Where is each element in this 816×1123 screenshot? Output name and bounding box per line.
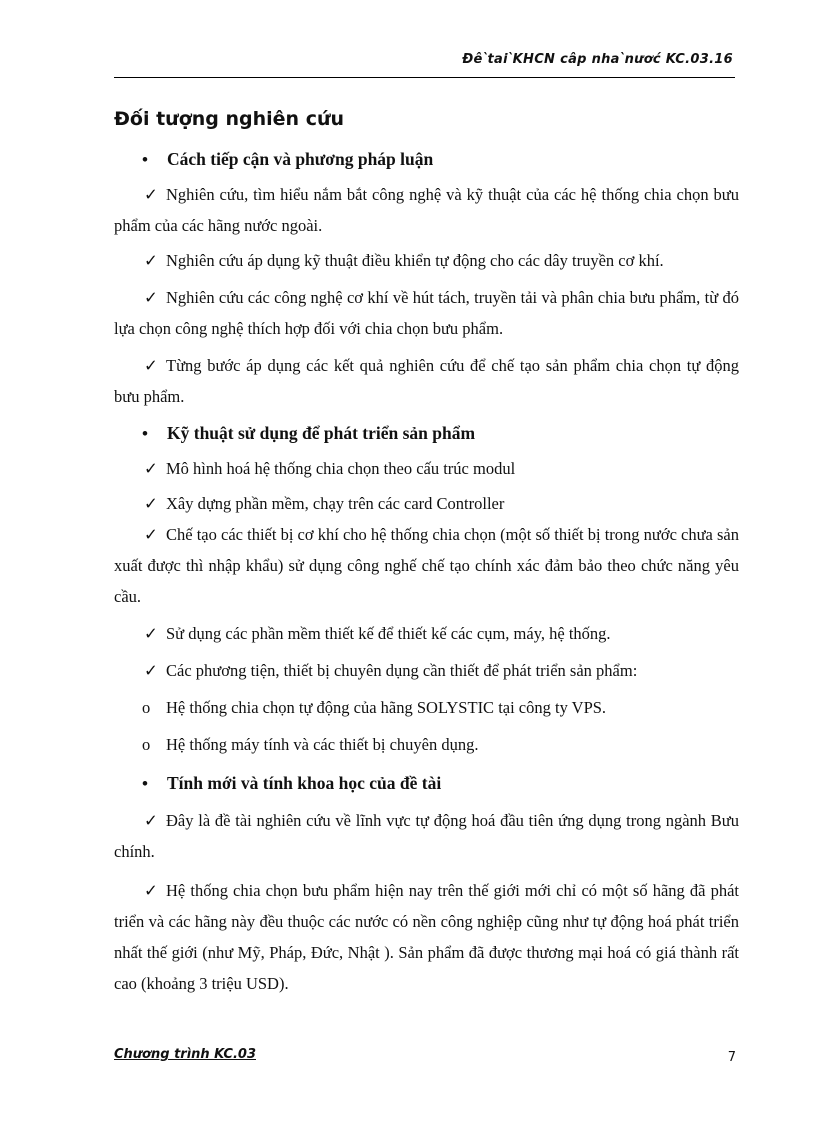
list-item: ✓ Nghiên cứu, tìm hiểu nắm bắt công nghệ và kỹ thuật của các hệ thống chia chọn bưu phẩm của các hãng nước ngoài. — [114, 179, 739, 241]
bullet-icon: • — [142, 150, 148, 169]
section-heading-techniques: • Kỹ thuật sử dụng để phát triển sản phẩm — [114, 418, 739, 449]
checkmark-icon: ✓ — [144, 185, 158, 204]
checkmark-icon: ✓ — [144, 251, 158, 270]
document-body — [114, 144, 739, 999]
list-item: ✓ Nghiên cứu áp dụng kỹ thuật điều khiển tự động cho các dây truyền cơ khí. — [114, 245, 739, 276]
section-heading-approach: • Cách tiếp cận và phương pháp luận — [114, 144, 739, 175]
checkmark-icon: ✓ — [144, 811, 158, 830]
checkmark-icon: ✓ — [144, 525, 158, 544]
list-item: ✓ Nghiên cứu các công nghệ cơ khí về hút tách, truyền tải và phân chia bưu phẩm, từ đó lựa chọn công nghệ thích hợp đối với chia chọn bưu phẩm. — [114, 282, 739, 344]
checkmark-icon: ✓ — [144, 288, 158, 307]
list-item: ✓ Hệ thống chia chọn bưu phẩm hiện nay trên thế giới mới chỉ có một số hãng đã phát triển và các hãng này đều thuộc các nước có nền công nghiệp cũng như tự động hoá phát triển nhất thế giới (như Mỹ, Pháp, Đức, Nhật ). Sản phẩm đã được thương mại hoá có giá thành rất cao (khoảng 3 triệu USD). — [114, 875, 739, 999]
footer-program: Chương trình KC.03 — [114, 1047, 256, 1062]
checkmark-icon: ✓ — [144, 661, 158, 680]
list-item: ✓ Từng bước áp dụng các kết quả nghiên cứu để chế tạo sản phẩm chia chọn tự động bưu phẩm. — [114, 350, 739, 412]
list-item: ✓ Các phương tiện, thiết bị chuyên dụng cần thiết để phát triển sản phẩm: — [114, 655, 739, 686]
checkmark-icon: ✓ — [144, 881, 158, 900]
page-title: Đối tượng nghiên cứu — [114, 108, 345, 130]
checkmark-icon: ✓ — [144, 356, 158, 375]
running-header: Đê ̀tai ̀KHCN câp nha ̀nươć KC.03.16 — [462, 52, 733, 67]
bullet-icon: • — [142, 424, 148, 443]
list-item: ✓ Sử dụng các phần mềm thiết kế để thiết kế các cụm, máy, hệ thống. — [114, 618, 739, 649]
sub-list-item: o Hệ thống chia chọn tự động của hãng SOLYSTIC tại công ty VPS. — [114, 692, 739, 723]
circle-bullet-icon: o — [142, 698, 151, 717]
checkmark-icon: ✓ — [144, 494, 158, 513]
section-heading-novelty: • Tính mới và tính khoa học của đề tài — [114, 768, 739, 799]
checkmark-icon: ✓ — [144, 624, 158, 643]
list-item: ✓ Đây là đề tài nghiên cứu về lĩnh vực tự động hoá đầu tiên ứng dụng trong ngành Bưu chính. — [114, 805, 739, 867]
circle-bullet-icon: o — [142, 735, 151, 754]
checkmark-icon: ✓ — [144, 459, 158, 478]
bullet-icon: • — [142, 774, 148, 793]
list-item: ✓ Mô hình hoá hệ thống chia chọn theo cấu trúc modul — [114, 453, 739, 484]
sub-list-item: o Hệ thống máy tính và các thiết bị chuyên dụng. — [114, 729, 739, 760]
header-divider — [114, 77, 735, 78]
list-item: ✓ Chế tạo các thiết bị cơ khí cho hệ thống chia chọn (một số thiết bị trong nước chưa sản xuất được thì nhập khẩu) sử dụng công nghế chế tạo chính xác đảm bảo theo chức năng yêu cầu. — [114, 519, 739, 612]
list-item: ✓ Xây dựng phần mềm, chạy trên các card Controller — [114, 488, 739, 519]
page-number: 7 — [727, 1050, 736, 1065]
